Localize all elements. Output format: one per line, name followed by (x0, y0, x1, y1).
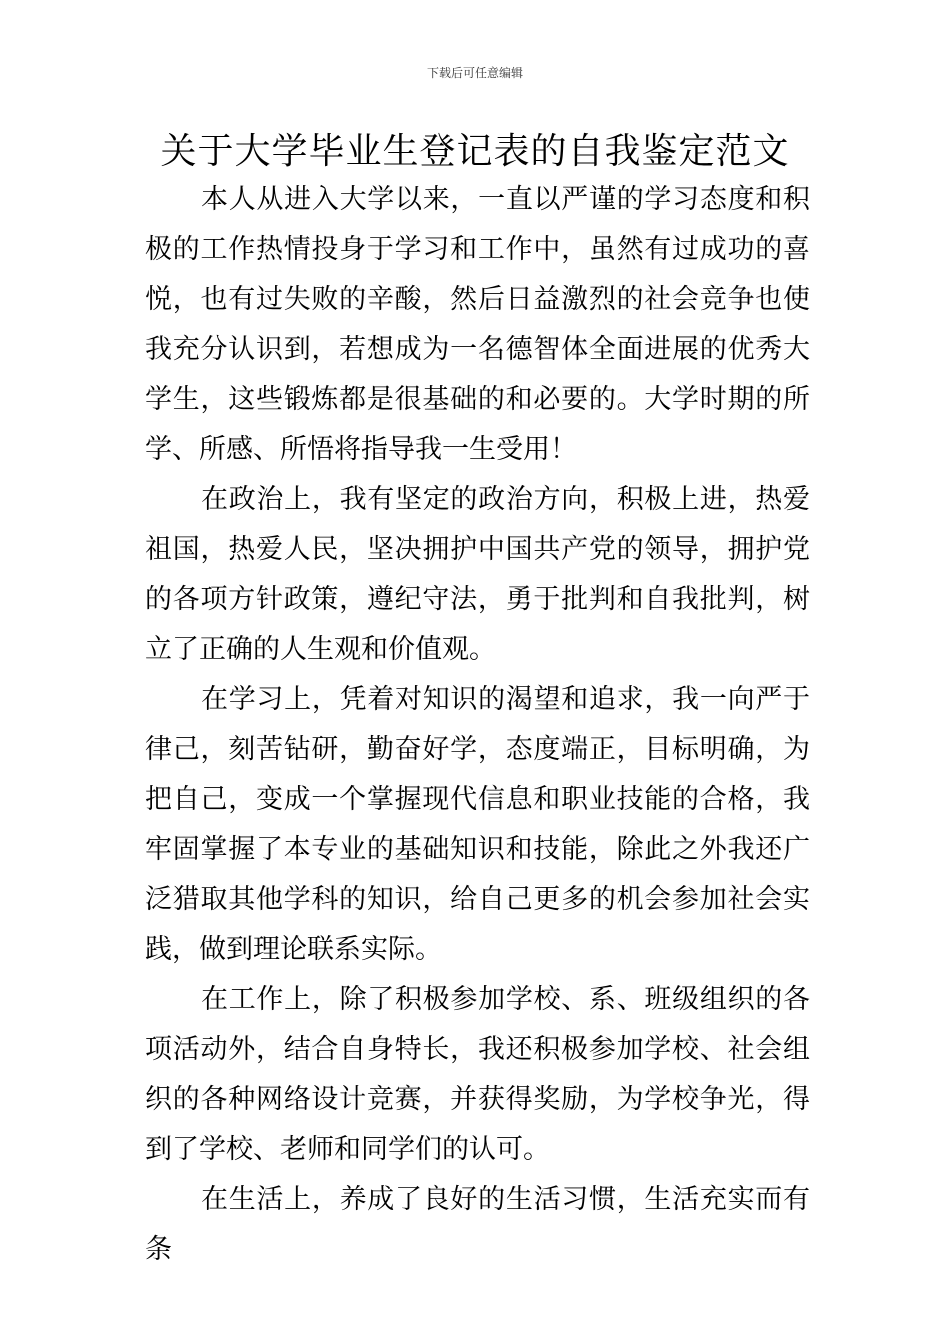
paragraph-work: 在工作上，除了积极参加学校、系、班级组织的各项活动外，结合自身特长，我还积极参加学校、社会组织的各种网络设计竞赛，并获得奖励，为学校争光，得到了学校、老师和同学们的认可。 (145, 984, 810, 1165)
document-body (145, 175, 810, 1275)
paragraph-intro: 本人从进入大学以来，一直以严谨的学习态度和积极的工作热情投身于学习和工作中，虽然有过成功的喜悦，也有过失败的辛酸，然后日益激烈的社会竞争也使我充分认识到，若想成为一名德智体全面进展的优秀大学生，这些锻炼都是很基础的和必要的。大学时期的所学、所感、所悟将指导我一生受用！ (145, 184, 810, 465)
paragraph-life: 在生活上，养成了良好的生活习惯，生活充实而有条 (145, 1184, 810, 1265)
document-title: 关于大学毕业生登记表的自我鉴定范文 (160, 131, 790, 172)
header-note: 下载后可任意编辑 (426, 66, 523, 80)
paragraph-study: 在学习上，凭着对知识的渴望和追求，我一向严于律己，刻苦钻研，勤奋好学，态度端正，目标明确，为把自己，变成一个掌握现代信息和职业技能的合格，我牢固掌握了本专业的基础知识和技能，除此之外我还广泛猎取其他学科的知识，给自己更多的机会参加社会实践，做到理论联系实际。 (145, 684, 810, 965)
paragraph-politics: 在政治上，我有坚定的政治方向，积极上进，热爱祖国，热爱人民，坚决拥护中国共产党的领导，拥护党的各项方针政策，遵纪守法，勇于批判和自我批判，树立了正确的人生观和价值观。 (145, 484, 810, 665)
